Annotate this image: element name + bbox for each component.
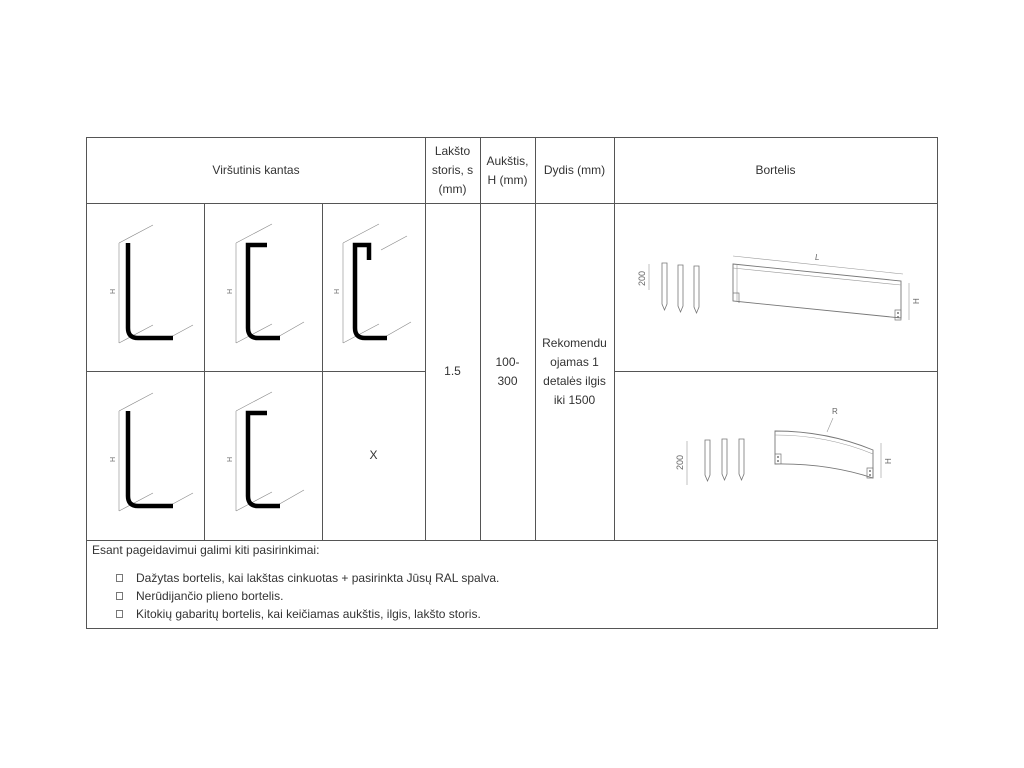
svg-text:H: H — [334, 288, 341, 294]
thickness-value: 1.5 — [444, 364, 461, 378]
header-top-edge: Viršutinis kantas — [212, 163, 300, 177]
checkbox-bullet-icon — [116, 610, 123, 618]
c-profile-drawing — [222, 228, 312, 348]
svg-text:200: 200 — [675, 454, 685, 470]
hook-profile-drawing — [329, 228, 421, 348]
header-border: Bortelis — [755, 163, 796, 177]
footer-divider — [87, 540, 937, 541]
checkbox-bullet-icon — [116, 574, 123, 582]
straight-border-drawing — [635, 238, 925, 338]
header-size: Dydis (mm) — [543, 163, 606, 177]
svg-text:H: H — [110, 288, 117, 294]
checkbox-bullet-icon — [116, 592, 123, 600]
svg-text:H: H — [227, 456, 234, 462]
row-divider-border — [615, 371, 937, 372]
list-item: Kitokių gabaritų bortelis, kai keičiamas aukštis, ilgis, lakšto storis. — [116, 605, 932, 623]
footer-notes — [92, 542, 932, 623]
options-list — [92, 569, 932, 623]
c-profile-drawing-2 — [222, 396, 312, 516]
l-profile-drawing-2 — [105, 396, 195, 516]
curved-border-drawing — [677, 398, 897, 498]
svg-text:L: L — [815, 253, 820, 262]
svg-text:H: H — [110, 456, 117, 462]
size-value: Rekomendu ojamas 1 detalės ilgis iki 1500 — [542, 335, 607, 407]
header-height: Aukštis, H (mm) — [486, 153, 529, 187]
col-divider-1 — [204, 203, 205, 540]
height-value: 100- 300 — [495, 354, 520, 388]
svg-text:H: H — [912, 298, 921, 304]
svg-text:R: R — [832, 407, 838, 416]
svg-text:H: H — [227, 288, 234, 294]
header-sheet-thickness: Lakšto storis, s (mm) — [431, 144, 474, 196]
footer-intro: Esant pageidavimui galimi kiti pasirinkimai: — [92, 543, 320, 557]
svg-text:200: 200 — [637, 270, 647, 286]
specification-table — [86, 137, 938, 629]
svg-text:H: H — [884, 458, 893, 464]
empty-profile-cell: X — [369, 448, 378, 462]
list-item: Dažytas bortelis, kai lakštas cinkuotas + pasirinkta Jūsų RAL spalva. — [116, 569, 932, 587]
list-item: Nerūdijančio plieno bortelis. — [116, 587, 932, 605]
l-profile-drawing — [105, 228, 195, 348]
